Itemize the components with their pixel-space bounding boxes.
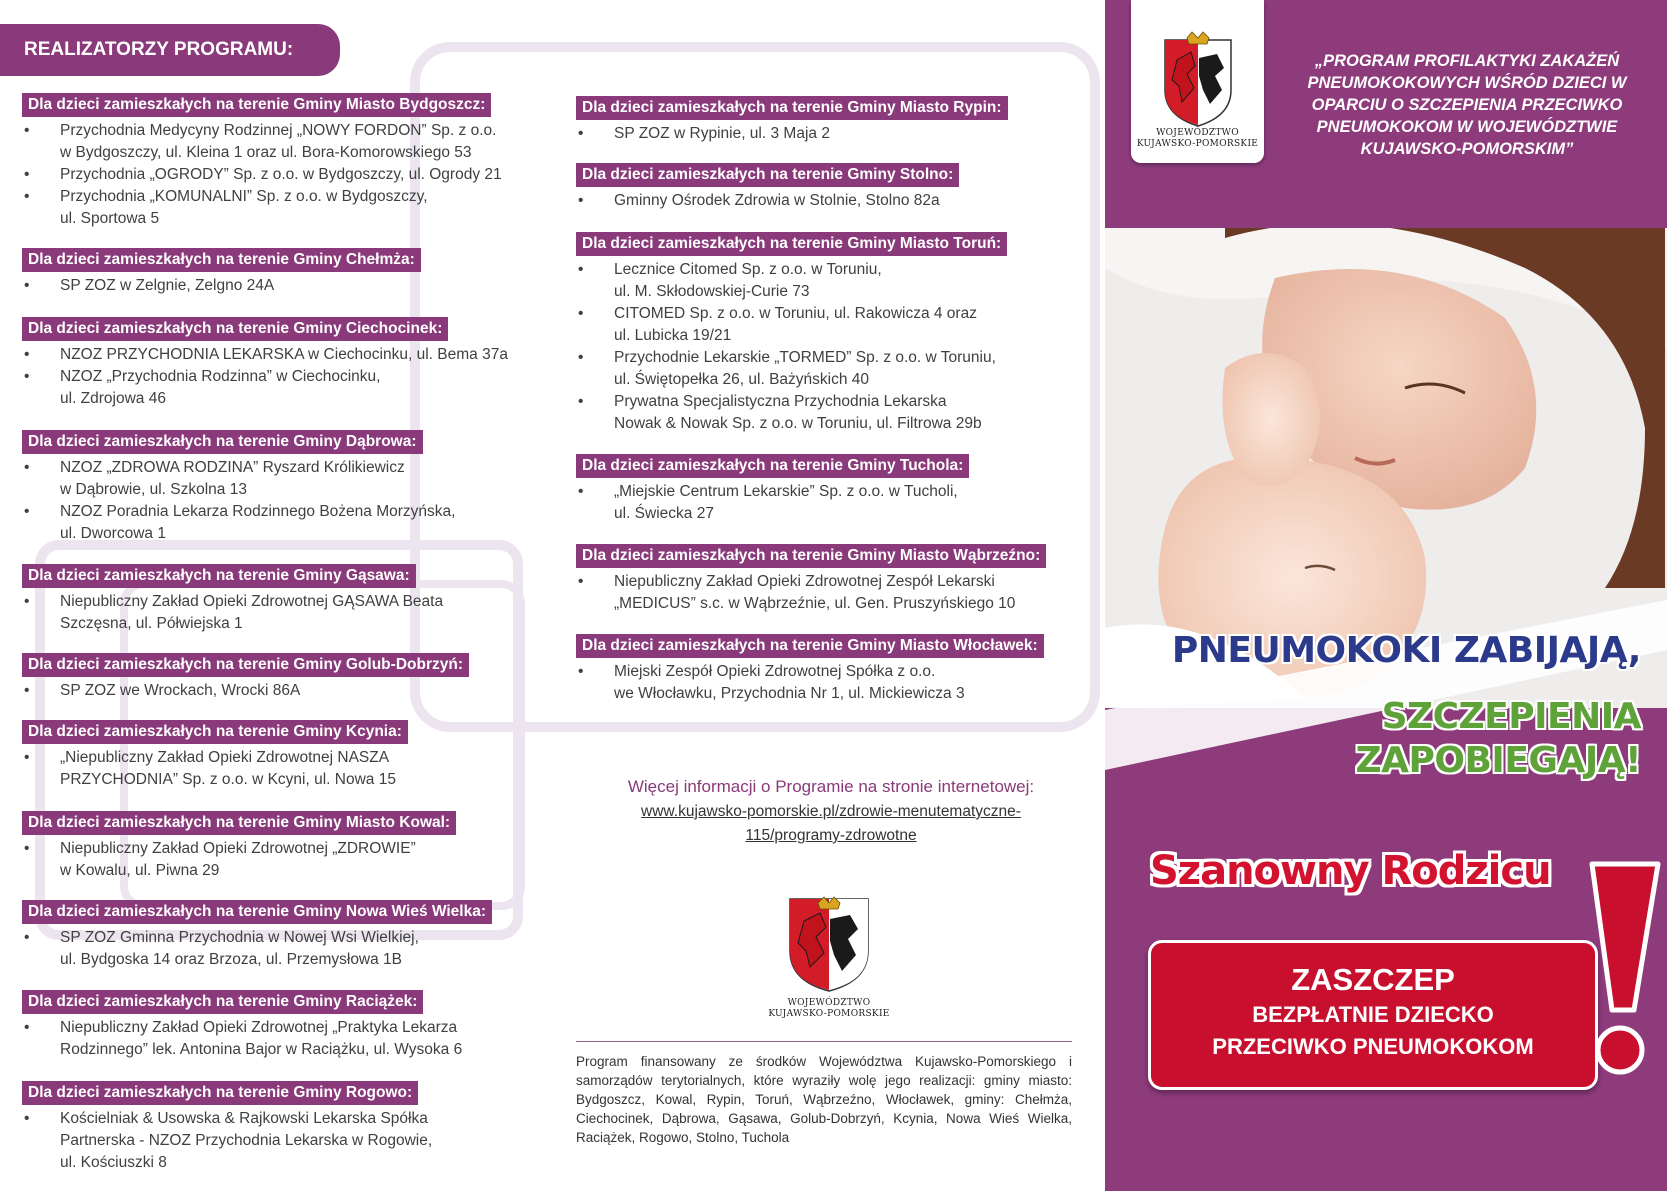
provider-section bbox=[576, 96, 1008, 145]
bullet-icon: • bbox=[24, 277, 30, 294]
provider-text: ul. M. Skłodowskiej-Curie 73 bbox=[614, 283, 810, 300]
provider-text: ul. Kościuszki 8 bbox=[60, 1154, 167, 1171]
provider-text: NZOZ PRZYCHODNIA LEKARSKA w Ciechocinku, ul. Bema 37a bbox=[60, 346, 508, 363]
provider-text: Przychodnia „OGRODY” Sp. z o.o. w Bydgoszczy, ul. Ogrody 21 bbox=[60, 166, 502, 183]
section-heading: Dla dzieci zamieszkałych na terenie Gminy Ciechocinek: bbox=[22, 317, 448, 341]
program-website-link[interactable]: www.kujawsko-pomorskie.pl/zdrowie-menutematyczne- bbox=[641, 803, 1021, 820]
provider-section bbox=[22, 653, 469, 702]
provider-list-item bbox=[576, 303, 1007, 325]
bullet-icon: • bbox=[24, 929, 30, 946]
provider-list bbox=[22, 120, 502, 230]
program-website-link-cont[interactable]: 115/programy-zdrowotne bbox=[745, 827, 917, 844]
provider-section bbox=[22, 1081, 432, 1174]
provider-text: Niepubliczny Zakład Opieki Zdrowotnej GĄSAWA Beata bbox=[60, 593, 444, 610]
provider-list-item bbox=[576, 281, 1007, 303]
provider-list-item bbox=[22, 860, 456, 882]
provider-list bbox=[22, 838, 456, 882]
provider-text: Nowak & Nowak Sp. z o.o. w Toruniu, ul. Filtrowa 29b bbox=[614, 415, 982, 432]
provider-list bbox=[22, 275, 421, 297]
provider-list-item bbox=[22, 1039, 462, 1061]
provider-list-item bbox=[22, 1152, 432, 1174]
coat-of-arms-center bbox=[764, 893, 894, 1020]
section-heading: Dla dzieci zamieszkałych na terenie Gminy Miasto Toruń: bbox=[576, 232, 1007, 256]
provider-section bbox=[22, 564, 443, 635]
provider-list-item bbox=[22, 344, 508, 366]
provider-text: Lecznice Citomed Sp. z o.o. w Toruniu, bbox=[614, 261, 882, 278]
provider-text: Niepubliczny Zakład Opieki Zdrowotnej Zespół Lekarski bbox=[614, 573, 995, 590]
provider-list-item bbox=[22, 501, 455, 523]
provider-list bbox=[22, 591, 443, 635]
bullet-icon: • bbox=[24, 368, 30, 385]
section-heading: Dla dzieci zamieszkałych na terenie Gminy Nowa Wieś Wielka: bbox=[22, 900, 492, 924]
provider-list-item bbox=[22, 927, 492, 949]
provider-list-item bbox=[22, 275, 421, 297]
provider-text: SP ZOZ we Wrockach, Wrocki 86A bbox=[60, 682, 301, 699]
crest-caption-line2: KUJAWSKO-POMORSKIE bbox=[768, 1009, 890, 1019]
provider-list-item bbox=[22, 208, 502, 230]
section-heading: Dla dzieci zamieszkałych na terenie Gminy Miasto Kowal: bbox=[22, 811, 456, 835]
realizatorzy-header: REALIZATORZY PROGRAMU: bbox=[0, 24, 340, 76]
provider-list bbox=[22, 927, 492, 971]
provider-list-item bbox=[576, 593, 1046, 615]
provider-section bbox=[22, 317, 508, 410]
provider-text: ul. Sportowa 5 bbox=[60, 210, 160, 227]
section-heading: Dla dzieci zamieszkałych na terenie Gminy Miasto Rypin: bbox=[576, 96, 1008, 120]
provider-list-item bbox=[576, 190, 959, 212]
provider-text: Niepubliczny Zakład Opieki Zdrowotnej „ZDROWIE” bbox=[60, 840, 416, 857]
provider-list-item bbox=[22, 680, 469, 702]
more-info-lead: Więcej informacji o Programie na stronie internetowej: bbox=[627, 777, 1035, 796]
section-heading: Dla dzieci zamieszkałych na terenie Gminy Kcynia: bbox=[22, 720, 408, 744]
slogan-line1: PNEUMOKOKI ZABIJAJĄ, bbox=[1171, 630, 1641, 671]
provider-text: w Kowalu, ul. Piwna 29 bbox=[60, 862, 220, 879]
provider-text: Niepubliczny Zakład Opieki Zdrowotnej „Praktyka Lekarza bbox=[60, 1019, 458, 1036]
provider-text: Miejski Zespół Opieki Zdrowotnej Spółka z o.o. bbox=[614, 663, 936, 680]
provider-list bbox=[22, 747, 408, 791]
program-title: „PROGRAM PROFILAKTYKI ZAKAŻEŃ PNEUMOKOKOWYCH WŚRÓD DZIECI W OPARCIU O SZCZEPIENIA PRZECIWKO PNEUMOKOKOM W WOJEWÓDZTWIE KUJAWSKO-POMORSKIM” bbox=[1307, 52, 1627, 158]
provider-section bbox=[22, 720, 408, 791]
provider-list-item bbox=[22, 1108, 432, 1130]
provider-text: SP ZOZ w Rypinie, ul. 3 Maja 2 bbox=[614, 125, 830, 142]
vaccinate-callout bbox=[1148, 940, 1598, 1090]
provider-list-item bbox=[22, 613, 443, 635]
provider-list-item bbox=[22, 366, 508, 388]
bullet-icon: • bbox=[24, 503, 30, 520]
provider-list-item bbox=[576, 325, 1007, 347]
provider-text: Przychodnia „KOMUNALNI” Sp. z o.o. w Bydgoszczy, bbox=[60, 188, 428, 205]
provider-list bbox=[576, 259, 1007, 435]
provider-text: NZOZ Poradnia Lekarza Rodzinnego Bożena Morzyńska, bbox=[60, 503, 456, 520]
provider-list-item bbox=[22, 523, 455, 545]
bullet-icon: • bbox=[578, 483, 584, 500]
provider-list-item bbox=[22, 591, 443, 613]
bullet-icon: • bbox=[578, 349, 584, 366]
provider-section bbox=[22, 430, 455, 545]
provider-list-item bbox=[22, 747, 408, 769]
bullet-icon: • bbox=[578, 261, 584, 278]
provider-text: NZOZ „ZDROWA RODZINA” Ryszard Królikiewicz bbox=[60, 459, 405, 476]
dear-parent-heading: Szanowny Rodzicu bbox=[1150, 848, 1551, 894]
provider-section bbox=[22, 811, 456, 882]
provider-section bbox=[576, 454, 969, 525]
provider-text: PRZYCHODNIA” Sp. z o.o. w Kcyni, ul. Nowa 15 bbox=[60, 771, 396, 788]
provider-section bbox=[22, 900, 492, 971]
coat-of-arms-top bbox=[1131, 0, 1264, 163]
bullet-icon: • bbox=[24, 346, 30, 363]
provider-list bbox=[22, 1108, 432, 1174]
crest-caption-line1: WOJEWÓDZTWO bbox=[787, 998, 871, 1008]
bullet-icon: • bbox=[578, 663, 584, 680]
provider-text: ul. Bydgoska 14 oraz Brzoza, ul. Przemysłowa 1B bbox=[60, 951, 403, 968]
provider-list-item bbox=[22, 457, 455, 479]
provider-list-item bbox=[22, 949, 492, 971]
provider-text: w Bydgoszczy, ul. Kleina 1 oraz ul. Bora-Komorowskiego 53 bbox=[60, 144, 472, 161]
section-heading: Dla dzieci zamieszkałych na terenie Gminy Miasto Bydgoszcz: bbox=[22, 93, 491, 117]
section-heading: Dla dzieci zamieszkałych na terenie Gminy Dąbrowa: bbox=[22, 430, 423, 454]
coat-of-arms-icon bbox=[764, 893, 894, 993]
provider-text: w Dąbrowie, ul. Szkolna 13 bbox=[60, 481, 247, 498]
provider-list bbox=[576, 571, 1046, 615]
provider-list-item bbox=[576, 369, 1007, 391]
bullet-icon: • bbox=[24, 166, 30, 183]
provider-text: ul. Świecka 27 bbox=[614, 505, 714, 522]
bullet-icon: • bbox=[24, 459, 30, 476]
provider-list-item bbox=[22, 479, 455, 501]
provider-text: ul. Zdrojowa 46 bbox=[60, 390, 166, 407]
crest-caption-line1: WOJEWÓDZTWO bbox=[1156, 128, 1239, 138]
section-heading: Dla dzieci zamieszkałych na terenie Gminy Golub-Dobrzyń: bbox=[22, 653, 469, 677]
bullet-icon: • bbox=[24, 1019, 30, 1036]
bullet-icon: • bbox=[578, 192, 584, 209]
cta-line2: BEZPŁATNIE DZIECKO bbox=[1252, 1002, 1494, 1027]
slogan-line2: SZCZEPIENIA ZAPOBIEGAJĄ! bbox=[1355, 696, 1641, 781]
provider-list bbox=[576, 661, 1044, 705]
section-heading: Dla dzieci zamieszkałych na terenie Gminy Raciążek: bbox=[22, 990, 423, 1014]
financing-note: Program finansowany ze środków Województwa Kujawsko-Pomorskiego i samorządów terytorialnych, które wyraziły wolę jego realizacji: gminy miasto: Bydgoszcz, Kowal, Rypin, Toruń, Wąbrzeźno, Włocławek, gminy: Chełmża, Ciechocinek, Dąbrowa, Gąsawa, Golub-Dobrzyń, Kcynia, Nowa Wieś Wielka, Raciążek, Rogowo, Stolno, Tuchola bbox=[576, 1054, 1072, 1145]
provider-section bbox=[576, 232, 1007, 435]
provider-list-item bbox=[576, 481, 969, 503]
provider-list-item bbox=[576, 413, 1007, 435]
bullet-icon: • bbox=[24, 1110, 30, 1127]
provider-list-item bbox=[576, 503, 969, 525]
bullet-icon: • bbox=[578, 573, 584, 590]
section-heading: Dla dzieci zamieszkałych na terenie Gminy Tuchola: bbox=[576, 454, 969, 478]
cta-line3: PRZECIWKO PNEUMOKOKOM bbox=[1212, 1034, 1534, 1059]
provider-list bbox=[576, 190, 959, 212]
section-heading: Dla dzieci zamieszkałych na terenie Gminy Chełmża: bbox=[22, 248, 421, 272]
provider-section bbox=[576, 544, 1046, 615]
provider-list-item bbox=[22, 120, 502, 142]
bullet-icon: • bbox=[578, 125, 584, 142]
divider bbox=[576, 1041, 1072, 1042]
provider-list bbox=[22, 680, 469, 702]
exclamation-mark-icon bbox=[1578, 860, 1662, 1080]
provider-text: „Miejskie Centrum Lekarskie” Sp. z o.o. w Tucholi, bbox=[614, 483, 958, 500]
bullet-icon: • bbox=[24, 122, 30, 139]
provider-text: Rodzinnego” lek. Antonina Bajor w Raciążku, ul. Wysoka 6 bbox=[60, 1041, 463, 1058]
coat-of-arms-icon bbox=[1131, 24, 1264, 144]
provider-list-item bbox=[576, 683, 1044, 705]
provider-list-item bbox=[22, 1017, 462, 1039]
provider-text: Prywatna Specjalistyczna Przychodnia Lekarska bbox=[614, 393, 947, 410]
provider-list-item bbox=[22, 769, 408, 791]
provider-text: Gminny Ośrodek Zdrowia w Stolnie, Stolno 82a bbox=[614, 192, 940, 209]
provider-text: Kościelniak & Usowska & Rajkowski Lekarska Spółka bbox=[60, 1110, 428, 1127]
provider-section bbox=[576, 634, 1044, 705]
bullet-icon: • bbox=[24, 682, 30, 699]
provider-list-item bbox=[22, 164, 502, 186]
provider-text: ul. Dworcowa 1 bbox=[60, 525, 166, 542]
provider-text: SP ZOZ Gminna Przychodnia w Nowej Wsi Wielkiej, bbox=[60, 929, 419, 946]
provider-text: „MEDICUS” s.c. w Wąbrzeźnie, ul. Gen. Pruszyńskiego 10 bbox=[614, 595, 1016, 612]
section-heading: Dla dzieci zamieszkałych na terenie Gminy Miasto Wąbrzeźno: bbox=[576, 544, 1046, 568]
provider-list bbox=[22, 457, 455, 545]
provider-section bbox=[22, 93, 502, 230]
provider-text: NZOZ „Przychodnia Rodzinna” w Ciechocinku, bbox=[60, 368, 381, 385]
bullet-icon: • bbox=[24, 593, 30, 610]
section-heading: Dla dzieci zamieszkałych na terenie Gminy Stolno: bbox=[576, 163, 959, 187]
provider-list-item bbox=[576, 661, 1044, 683]
provider-list bbox=[22, 344, 508, 410]
bullet-icon: • bbox=[24, 840, 30, 857]
bullet-icon: • bbox=[578, 305, 584, 322]
more-info-block bbox=[576, 774, 1086, 848]
provider-section bbox=[22, 990, 462, 1061]
provider-text: Szczęsna, ul. Półwiejska 1 bbox=[60, 615, 243, 632]
provider-list-item bbox=[22, 186, 502, 208]
cta-line1: ZASZCZEP bbox=[1291, 962, 1455, 997]
provider-text: ul. Lubicka 19/21 bbox=[614, 327, 732, 344]
provider-list-item bbox=[22, 1130, 432, 1152]
provider-text: CITOMED Sp. z o.o. w Toruniu, ul. Rakowicza 4 oraz bbox=[614, 305, 977, 322]
provider-list bbox=[576, 123, 1008, 145]
provider-list bbox=[22, 1017, 462, 1061]
bullet-icon: • bbox=[24, 749, 30, 766]
provider-section bbox=[576, 163, 959, 212]
provider-list-item bbox=[576, 347, 1007, 369]
bullet-icon: • bbox=[24, 188, 30, 205]
provider-list-item bbox=[22, 838, 456, 860]
provider-section bbox=[22, 248, 421, 297]
provider-text: Przychodnie Lekarskie „TORMED” Sp. z o.o. w Toruniu, bbox=[614, 349, 996, 366]
section-heading: Dla dzieci zamieszkałych na terenie Gminy Rogowo: bbox=[22, 1081, 418, 1105]
provider-list-item bbox=[576, 259, 1007, 281]
bullet-icon: • bbox=[578, 393, 584, 410]
provider-list-item bbox=[22, 388, 508, 410]
provider-text: „Niepubliczny Zakład Opieki Zdrowotnej NASZA bbox=[60, 749, 390, 766]
provider-list-item bbox=[576, 123, 1008, 145]
crest-caption-line2: KUJAWSKO-POMORSKIE bbox=[1136, 139, 1259, 149]
provider-text: Partnerska - NZOZ Przychodnia Lekarska w Rogowie, bbox=[60, 1132, 433, 1149]
provider-list-item bbox=[22, 142, 502, 164]
provider-list-item bbox=[576, 391, 1007, 413]
section-heading: Dla dzieci zamieszkałych na terenie Gminy Gąsawa: bbox=[22, 564, 416, 588]
provider-text: Przychodnia Medycyny Rodzinnej „NOWY FORDON” Sp. z o.o. bbox=[60, 122, 497, 139]
provider-text: we Włocławku, Przychodnia Nr 1, ul. Mickiewicza 3 bbox=[614, 685, 965, 702]
section-heading: Dla dzieci zamieszkałych na terenie Gminy Miasto Włocławek: bbox=[576, 634, 1044, 658]
provider-list bbox=[576, 481, 969, 525]
provider-text: SP ZOZ w Zelgnie, Zelgno 24A bbox=[60, 277, 275, 294]
provider-text: ul. Świętopełka 26, ul. Bażyńskich 40 bbox=[614, 371, 870, 388]
provider-list-item bbox=[576, 571, 1046, 593]
